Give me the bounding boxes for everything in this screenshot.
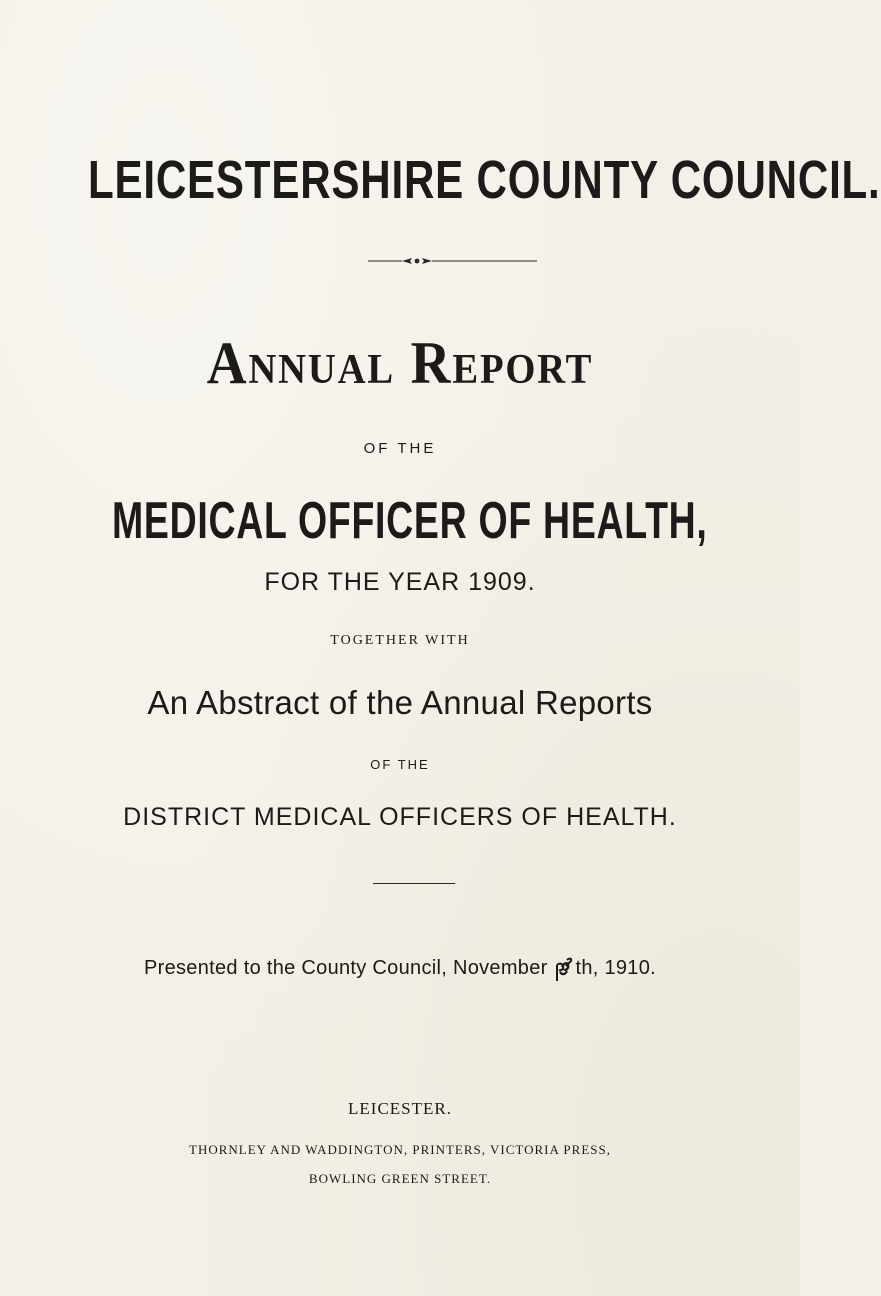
report-year: FOR THE YEAR 1909. (264, 568, 536, 596)
imprint-city: LEICESTER. (348, 1099, 452, 1118)
abstract-heading: An Abstract of the Annual Reports (147, 684, 653, 721)
imprint-printers: THORNLEY AND WADDINGTON, PRINTERS, VICTORIA PRESS, (189, 1142, 611, 1157)
presentation-text-end: th, 1910. (575, 957, 657, 979)
district-officers-heading: DISTRICT MEDICAL OFFICERS OF HEALTH. (123, 803, 677, 831)
annual-report-title: Annual Report (206, 330, 594, 396)
presentation-text-start: Presented to the County Council, November (143, 957, 554, 979)
together-with-label: TOGETHER WITH (330, 633, 470, 648)
medical-officer-heading: MEDICAL OFFICER OF HEALTH, (112, 492, 708, 550)
ornament-divider (0, 256, 800, 266)
of-the-label-2: OF THE (370, 757, 430, 772)
short-rule-divider (373, 883, 455, 884)
imprint-street: BOWLING GREEN STREET. (308, 1171, 492, 1186)
handwritten-date-mark (553, 957, 575, 983)
presentation-line (0, 955, 800, 981)
county-council-heading: LEICESTERSHIRE COUNTY COUNCIL. (88, 150, 881, 210)
of-the-label: OF THE (363, 440, 437, 457)
